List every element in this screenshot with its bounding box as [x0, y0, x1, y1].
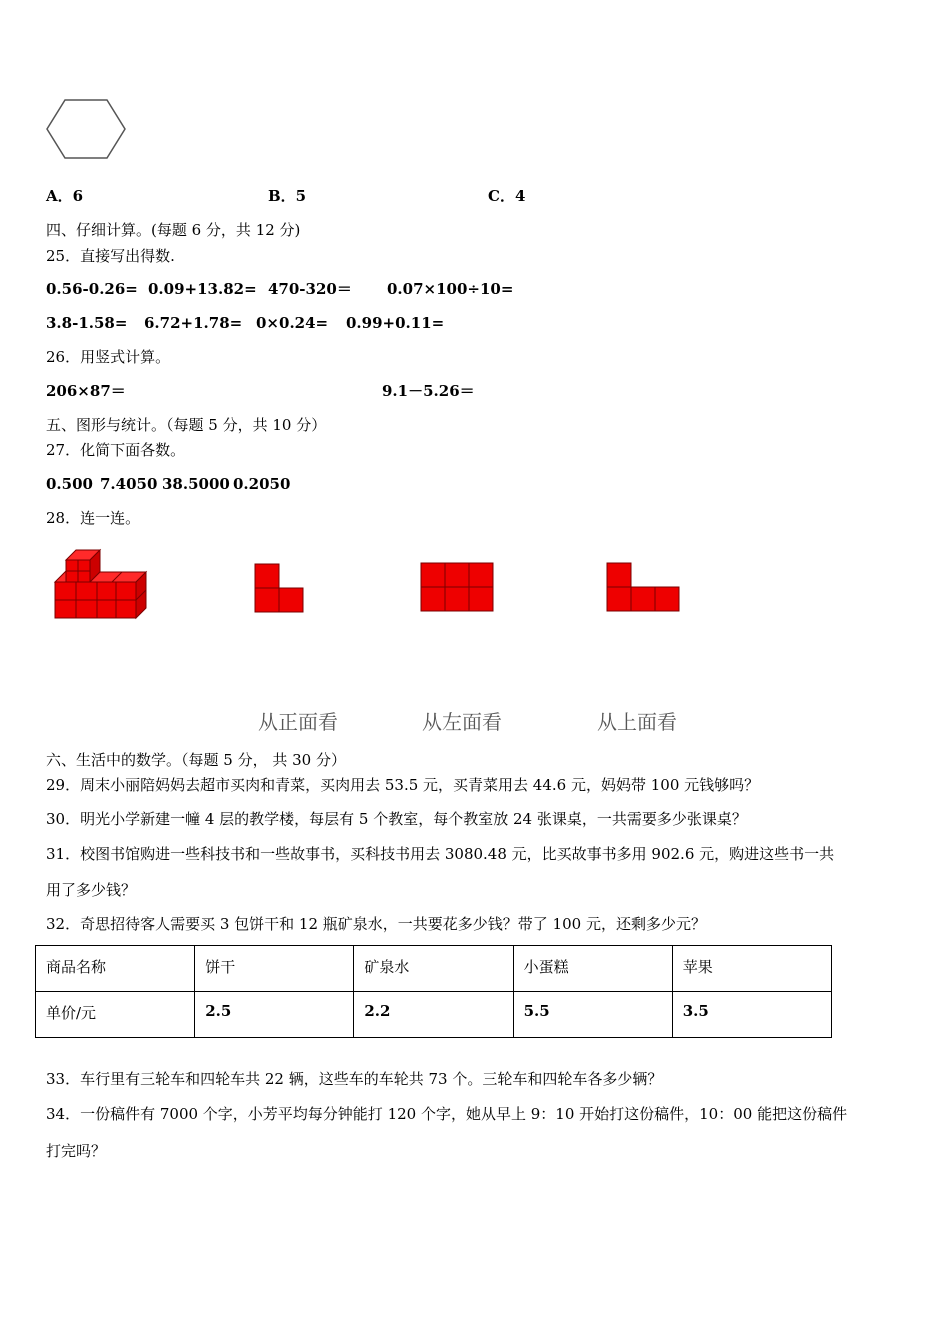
choice-c: C．4	[488, 187, 526, 205]
q34-line1: 34．一份稿件有 7000 个字，小芳平均每分钟能打 120 个字，她从早上 9：10 开始打这份稿件，10：00 能把这份稿件	[46, 1105, 848, 1123]
view-l-shape	[254, 563, 306, 613]
q34-line2: 打完吗？	[46, 1142, 107, 1160]
table-row	[36, 946, 832, 992]
choice-b: B．5	[268, 187, 307, 205]
q27-title: 27．化简下面各数。	[46, 441, 186, 459]
q30: 30．明光小学新建一幢 4 层的教学楼，每层有 5 个教室，每个教室放 24 张课桌，一共需要多少张课桌？	[46, 810, 747, 828]
q28-title: 28．连一连。	[46, 509, 141, 527]
view-long-l-shape	[606, 562, 682, 612]
section5-heading: 五、图形与统计。（每题 5 分，共 10 分）	[46, 416, 327, 434]
q25-item: 0.99+0.11=	[346, 314, 445, 332]
table-header-cell: 饼干	[195, 946, 354, 992]
q25-title: 25．直接写出得数.	[46, 247, 175, 265]
table-cell: 3.5	[672, 992, 831, 1038]
q27-number: 0.500	[46, 475, 93, 493]
q27-number: 0.2050	[233, 475, 291, 493]
section6-heading: 六、生活中的数学。（每题 5 分， 共 30 分）	[46, 751, 346, 769]
table-header-cell: 商品名称	[36, 946, 195, 992]
table-row	[36, 992, 832, 1038]
section4-heading: 四、仔细计算。(每题 6 分，共 12 分)	[46, 221, 301, 239]
hexagon-figure	[44, 98, 128, 160]
table-cell: 2.2	[354, 992, 513, 1038]
table-header-cell: 矿泉水	[354, 946, 513, 992]
q25-item: 0.09+13.82=	[148, 280, 257, 298]
q26-item: 9.1－5.26＝	[382, 382, 475, 400]
q27-number: 7.4050	[100, 475, 158, 493]
table-cell: 5.5	[513, 992, 672, 1038]
table-cell: 单价/元	[36, 992, 195, 1038]
view-label-left: 从左面看	[422, 710, 502, 734]
q27-number: 38.5000	[162, 475, 230, 493]
q25-item: 0.56-0.26=	[46, 280, 138, 298]
q33: 33．车行里有三轮车和四轮车共 22 辆，这些车的车轮共 73 个。三轮车和四轮车各多少辆？	[46, 1070, 663, 1088]
q26-title: 26．用竖式计算。	[46, 348, 171, 366]
view-label-front: 从正面看	[258, 710, 338, 734]
view-rectangle-shape	[420, 562, 494, 612]
table-header-cell: 小蛋糕	[513, 946, 672, 992]
choice-a: A．6	[46, 187, 84, 205]
q31-line1: 31．校图书馆购进一些科技书和一些故事书，买科技书用去 3080.48 元，比买故事书多用 902.6 元，购进这些书一共	[46, 845, 835, 863]
q25-item: 470-320＝	[268, 280, 352, 298]
q29: 29．周末小丽陪妈妈去超市买肉和青菜，买肉用去 53.5 元，买青菜用去 44.6 元，妈妈带 100 元钱够吗？	[46, 776, 760, 794]
q31-line2: 用了多少钱？	[46, 881, 137, 899]
table-cell: 2.5	[195, 992, 354, 1038]
cube-solid-figure	[52, 548, 150, 622]
price-table	[35, 945, 832, 1038]
view-label-top: 从上面看	[597, 710, 677, 734]
q26-item: 206×87＝	[46, 382, 126, 400]
table-header-cell: 苹果	[672, 946, 831, 992]
q32: 32．奇思招待客人需要买 3 包饼干和 12 瓶矿泉水，一共要花多少钱？带了 100 元，还剩多少元？	[46, 915, 706, 933]
q25-item: 6.72+1.78=	[144, 314, 243, 332]
q25-item: 3.8-1.58=	[46, 314, 128, 332]
q25-item: 0×0.24=	[256, 314, 329, 332]
q25-item: 0.07×100÷10=	[387, 280, 514, 298]
